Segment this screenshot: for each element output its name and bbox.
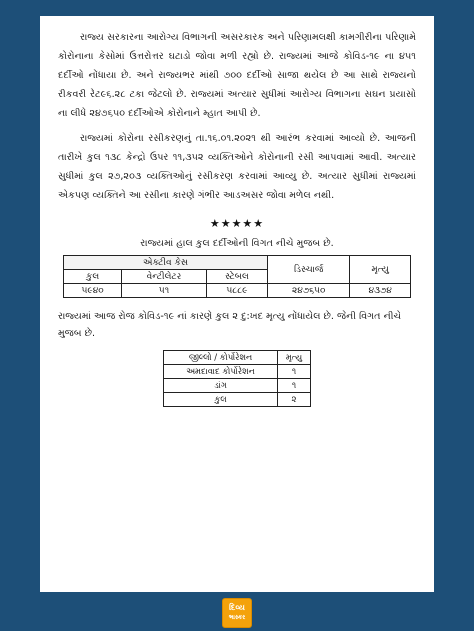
paragraph-health-update: રાજ્ય સરકારના આરોગ્ય વિભાગની અસરકારક અને પરિણામલક્ષી કામગીરીના પરિણામે કોરોનાના કેસોમાં ઉત્તરોત્તર ઘટાડો જોવા મળી રહ્યો છે. રાજ્યમાં આજે કોવિડ-૧૯ ના ૪૫૧ દર્દીઓ નોંધાયા છે. અને રાજ્યભર માંથી ૭૦૦ દર્દીઓ સાજા થયેલ છે આ સાથે રાજ્યનો રીકવરી રેટ૯૬.૨૮ ટકા જેટલો છે. રાજ્યમાં અત્યાર સુધીમાં આરોગ્ય વિભાગના સઘન પ્રયાસો ના લીધે ૨૪૭૬૫૦ દર્દીઓએ કોરોનાને મ્હાત આપી છે. [58, 32, 416, 119]
patients-table [63, 255, 411, 298]
deaths-by-district-table [163, 350, 311, 407]
discharged-header: ડિસ્ચાર્જ [268, 256, 350, 284]
deaths-value: ૪૩૭૪ [350, 284, 411, 298]
table-row [164, 365, 311, 379]
deaths-header: મૃત્યુ [350, 256, 411, 284]
divya-bhaskar-logo [222, 598, 252, 628]
district-name: ડાંગ [164, 379, 278, 393]
death-count: ૧ [278, 365, 311, 379]
star-separator: ★★★★★ [209, 217, 265, 230]
press-release-page [40, 16, 434, 592]
death-count-header: મૃત્યુ [278, 351, 311, 365]
ventilator-header: વેન્ટીલેટર [122, 270, 207, 284]
death-count: ૨ [278, 393, 311, 407]
district-header: જીલ્લો / કોર્પોરેશન [164, 351, 278, 365]
table-row [164, 393, 311, 407]
logo-line1: દિવ્ય [229, 603, 245, 612]
ventilator-value: ૫૧ [122, 284, 207, 298]
death-count: ૧ [278, 379, 311, 393]
stable-value: ૫૮૮૯ [206, 284, 267, 298]
deaths-note: રાજ્યમાં આજ રોજ કોવિડ-૧૯ નાં કારણે કુલ ૨ દુ:ખદ મૃત્યુ નોંધાયેલ છે. જેની વિગત નીચે મુજબ છે. [58, 311, 402, 339]
total-value: ૫૯૪૦ [64, 284, 122, 298]
table-row [64, 284, 411, 298]
table-row [164, 379, 311, 393]
district-name: કુલ [164, 393, 278, 407]
total-header: કુલ [64, 270, 122, 284]
paragraph-vaccination-update: રાજ્યમાં કોરોના રસીકરણનું તા.૧૬.૦૧.૨૦૨૧ થી આરંભ કરવામાં આવ્યો છે. આજની તારીખે કુલ ૧૩૮ કેન્દ્રો ઉપર ૧૧,૩૫૨ વ્યક્તિઓને કોરોનાની રસી આપવામાં આવી. અત્યાર સુધીમાં કુલ ૨૭,૨૦૩ વ્યક્તિઓનું રસીકરણ કરવામાં આવ્યુ છે. અત્યાર સુધીમાં રાજ્યમાં એકપણ વ્યક્તિને આ રસીના કારણે ગંભીર આડઅસર જોવા મળેલ નથી. [58, 133, 416, 201]
stable-header: સ્ટેબલ [206, 270, 267, 284]
patients-table-caption: રાજ્યમાં હાલ કુલ દર્દીઓની વિગત નીચે મુજબ છે. [140, 238, 334, 249]
active-cases-header: એક્ટીવ કેસ [64, 256, 268, 270]
logo-line2: ભાસ્કર [228, 614, 246, 621]
district-name: અમદાવાદ કોર્પોરેશન [164, 365, 278, 379]
discharged-value: ૨૪૭૬૫૦ [268, 284, 350, 298]
